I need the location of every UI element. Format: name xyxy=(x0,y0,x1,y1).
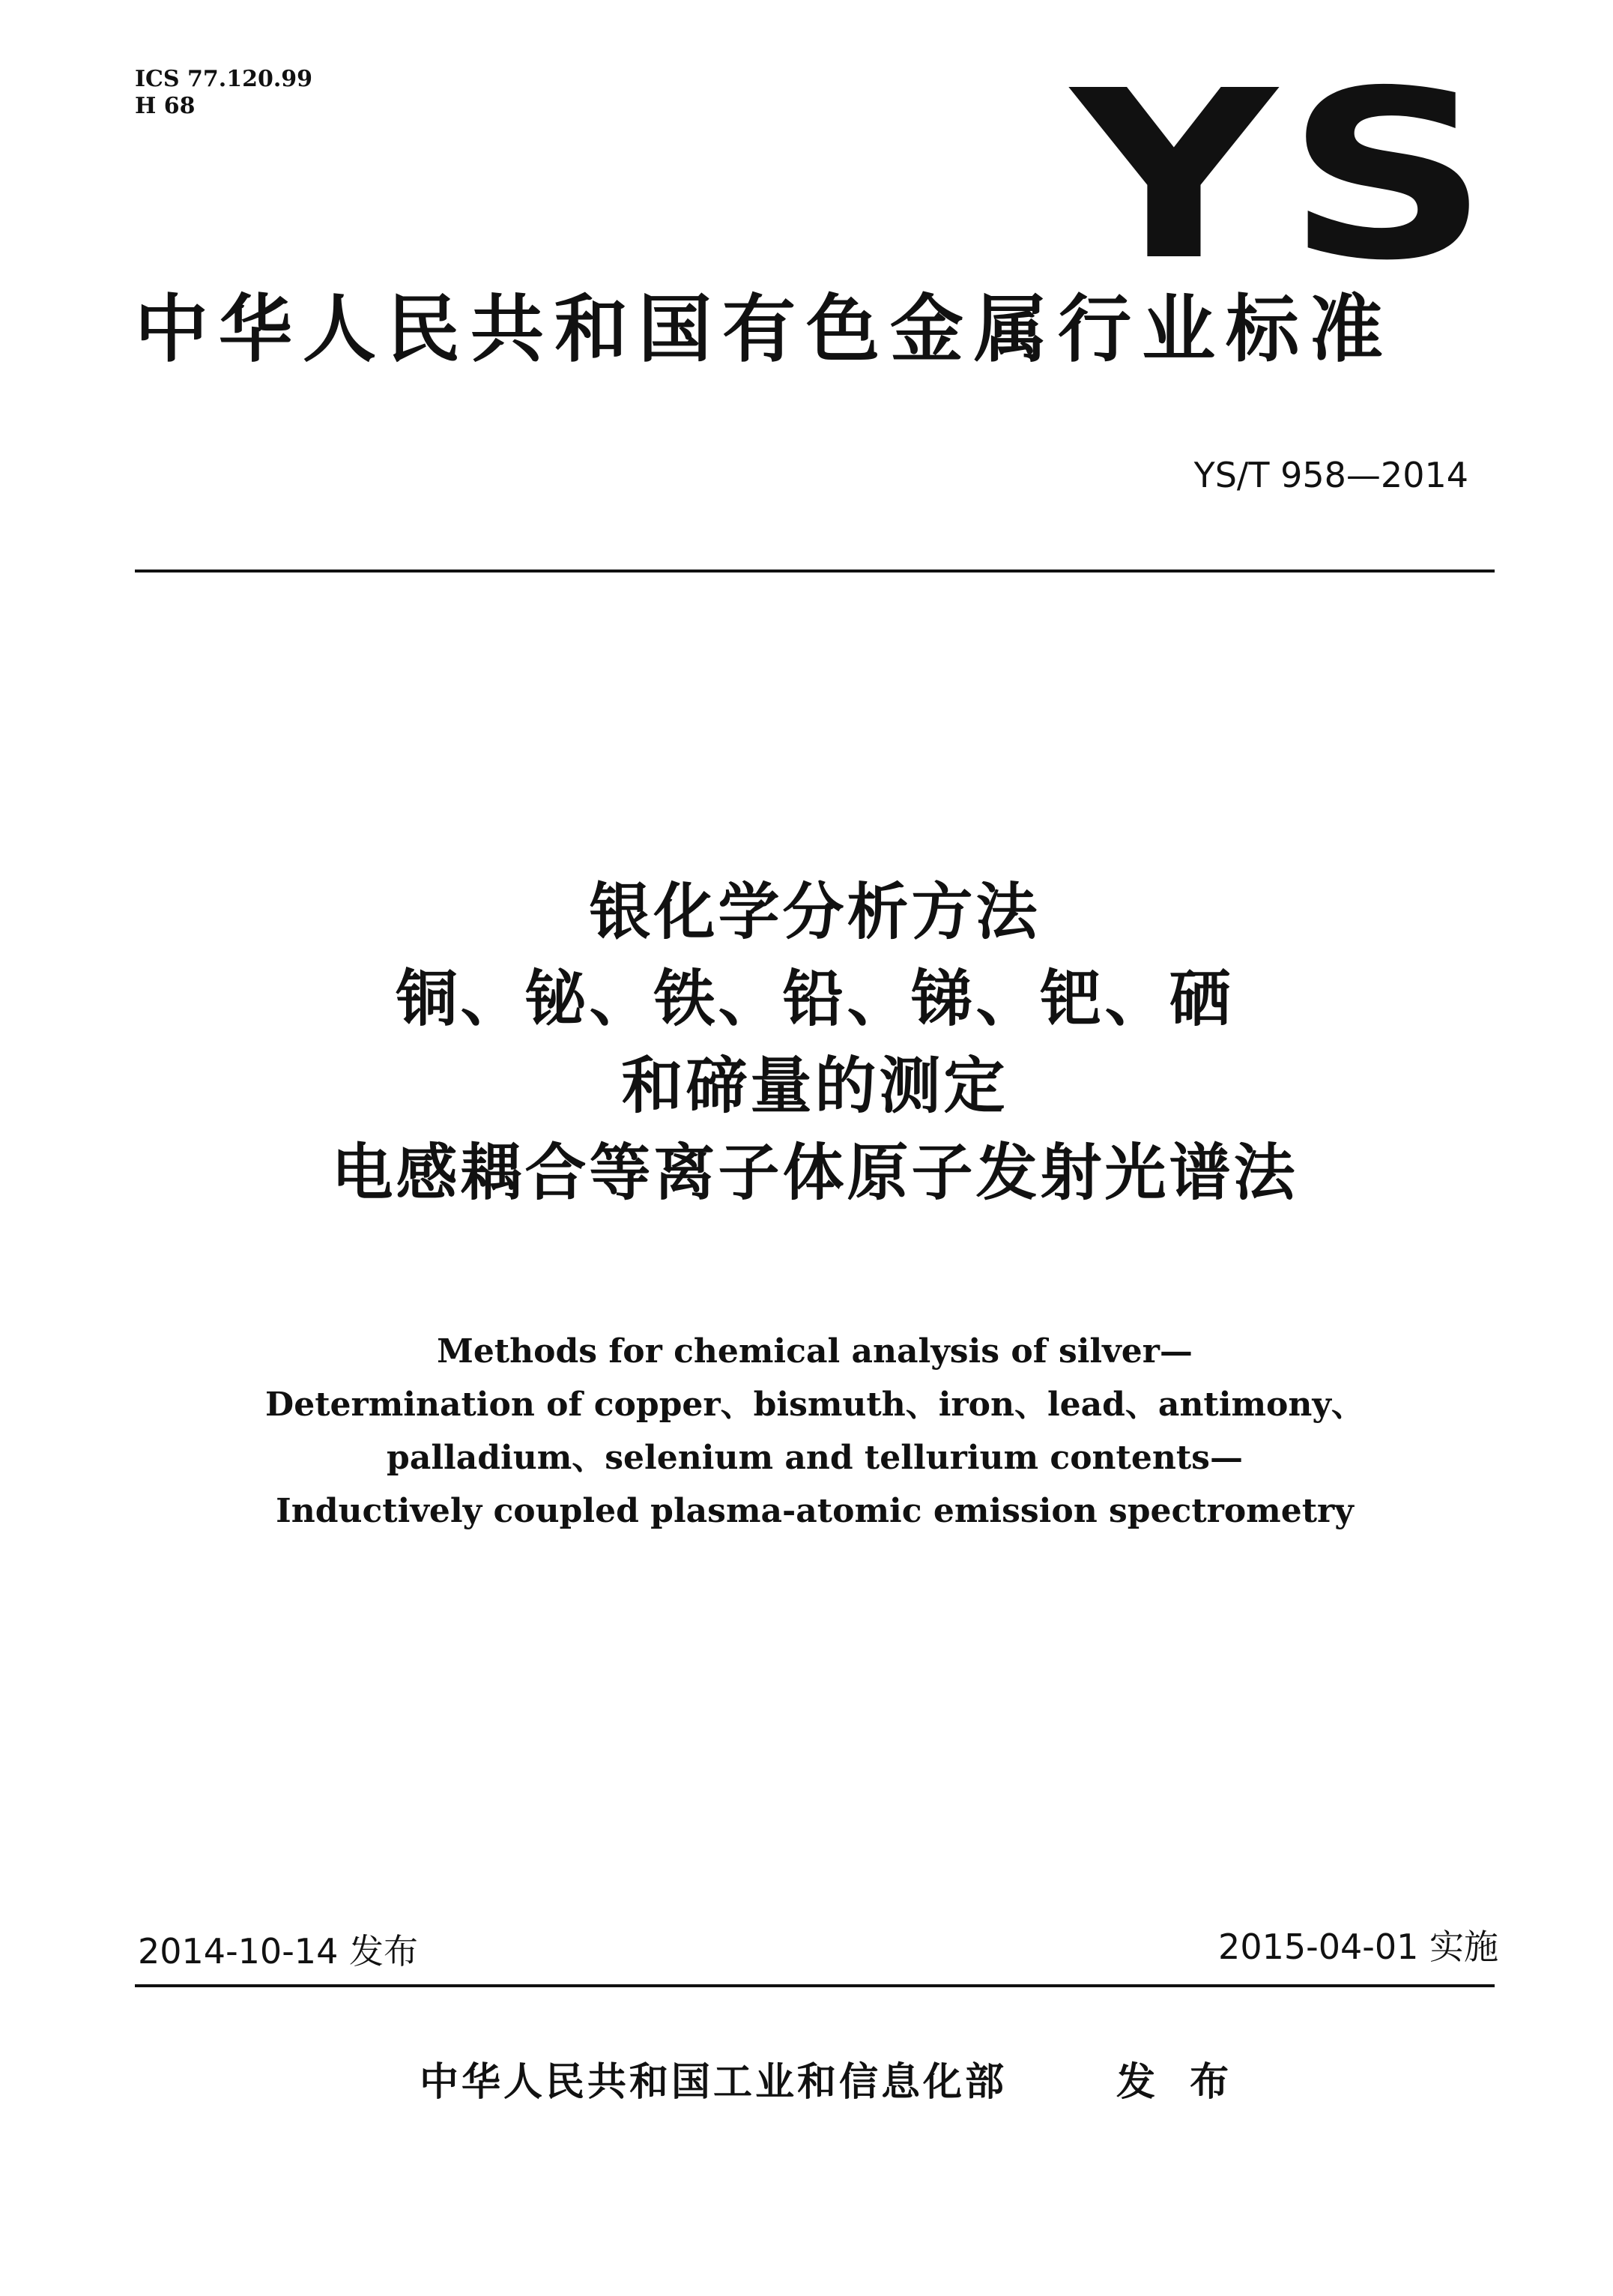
ics-code: ICS 77.120.99 xyxy=(135,66,313,92)
classification-codes xyxy=(135,66,312,120)
english-title xyxy=(135,1325,1495,1538)
header-divider xyxy=(135,570,1495,573)
issuing-authority: 中华人民共和国工业和信息化部 xyxy=(420,2060,1008,2105)
chinese-title xyxy=(135,869,1495,1217)
issue-date: 2014-10-14 发布 xyxy=(138,1931,418,1972)
implementation-date: 2015-04-01 实施 xyxy=(1218,1927,1498,1967)
ccs-code: H 68 xyxy=(135,93,196,119)
english-title-line: palladium、selenium and tellurium contents— xyxy=(387,1439,1243,1477)
chinese-title-line: 铜、铋、铁、铅、锑、钯、硒 xyxy=(396,964,1234,1035)
standard-number: YS/T 958—2014 xyxy=(1193,455,1468,495)
chinese-title-line: 银化学分析方法 xyxy=(589,877,1041,948)
chinese-title-line: 和碲量的测定 xyxy=(621,1051,1008,1122)
issuing-label: 发 布 xyxy=(1116,2060,1240,2105)
chinese-title-line: 电感耦合等离子体原子发射光谱法 xyxy=(331,1138,1298,1209)
english-title-line: Determination of copper、bismuth、iron、lead、antimony、 xyxy=(265,1386,1364,1424)
english-title-line: Methods for chemical analysis of silver— xyxy=(437,1332,1193,1371)
english-title-line: Inductively coupled plasma-atomic emission spectrometry xyxy=(276,1492,1354,1530)
standard-category-title: 中华人民共和国有色金属行业标准 xyxy=(135,287,1394,372)
ys-logo: YS xyxy=(1071,41,1499,312)
footer-divider xyxy=(135,1984,1495,1987)
